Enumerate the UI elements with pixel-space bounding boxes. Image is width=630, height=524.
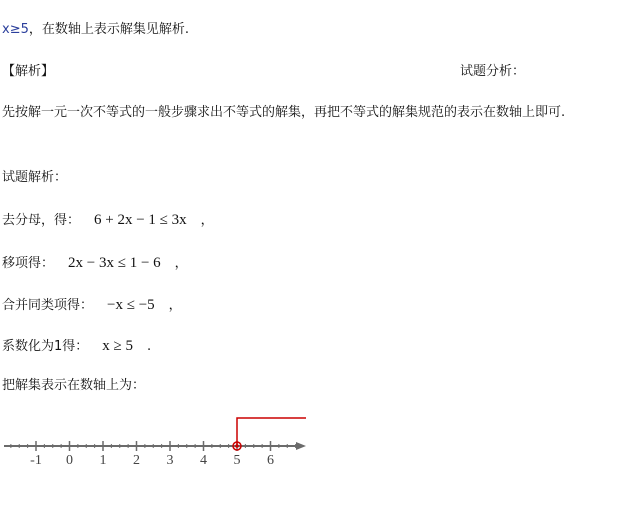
tick-label: 3: [166, 453, 174, 468]
numberline-intro: 把解集表示在数轴上为：: [2, 378, 146, 393]
tick-label: 1: [99, 453, 107, 468]
step-punct: ，: [200, 213, 214, 228]
step-row: [2, 255, 188, 272]
tick-label: 6: [267, 453, 274, 468]
tick-label: 4: [200, 453, 207, 468]
tick-label: 5: [233, 453, 241, 468]
step-label: 去分母，得：: [2, 213, 81, 228]
solution-label: 试题解析：: [2, 170, 68, 185]
step-expression: −x ≤ −5: [107, 297, 155, 313]
step-expression: 6 + 2x − 1 ≤ 3x: [94, 212, 187, 228]
analysis-text: 先按解一元一次不等式的一般步骤求出不等式的解集，再把不等式的解集规范的表示在数轴上即可.: [2, 105, 566, 120]
solution-ray: [237, 418, 306, 446]
answer-line: [2, 22, 189, 38]
step-expression: x ≥ 5: [102, 338, 134, 354]
endpoint-dot: [235, 444, 239, 448]
section-label: 【解析】: [2, 64, 55, 79]
number-line-arrowhead: [296, 442, 306, 450]
number-line: [0, 408, 320, 468]
step-punct: ，: [174, 256, 188, 271]
step-label: 系数化为1得：: [2, 339, 89, 354]
step-row: [2, 338, 151, 355]
tick-label: 0: [66, 453, 73, 468]
answer-solution: x≥5: [2, 22, 29, 37]
step-label: 移项得：: [2, 256, 55, 271]
step-row: [2, 212, 214, 229]
step-punct: .: [147, 339, 152, 354]
analysis-label: 试题分析：: [460, 64, 526, 79]
step-label: 合并同类项得：: [2, 298, 94, 313]
answer-text: ，在数轴上表示解集见解析.: [28, 22, 189, 37]
step-row: [2, 297, 182, 314]
tick-label: 2: [133, 453, 140, 468]
tick-label: -1: [30, 453, 42, 468]
step-expression: 2x − 3x ≤ 1 − 6: [68, 255, 161, 271]
step-punct: ，: [168, 298, 182, 313]
